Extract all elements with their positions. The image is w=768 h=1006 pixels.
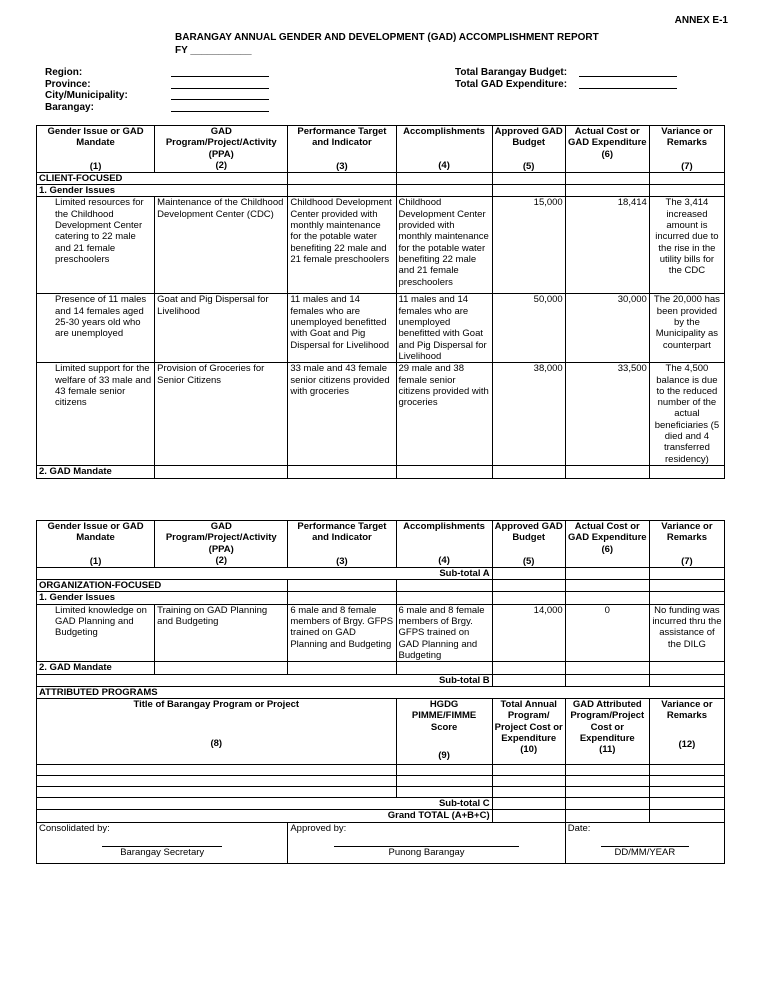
barangay-label: Barangay: <box>45 101 94 113</box>
col-header-7: Variance or Remarks (7) <box>649 126 724 173</box>
organization-table <box>36 520 725 864</box>
col-header-5: Approved GAD Budget (5) <box>492 126 565 173</box>
col-header-4: Accomplishments (4) <box>396 521 492 568</box>
attr-col-attributed: GAD Attributed Program/Project Cost or Expenditure (11) <box>565 699 649 765</box>
col-header-2: GAD Program/Project/Activity (PPA) (2) <box>155 126 288 173</box>
date-cell: Date: DD/MM/YEAR <box>565 822 724 863</box>
issue-cell: Limited support for the welfare of 33 male and 43 female senior citizens <box>37 363 155 466</box>
col-header-1: Gender Issue or GAD Mandate (1) <box>37 521 155 568</box>
date-format-label: DD/MM/YEAR <box>614 847 676 859</box>
col-header-6: Actual Cost or GAD Expenditure (6) <box>565 521 649 568</box>
ppa-cell: Maintenance of the Childhood Development Center (CDC) <box>155 197 288 294</box>
actual-cell: 33,500 <box>565 363 649 466</box>
annex-label: ANNEX E-1 <box>674 15 728 26</box>
budget-cell: 50,000 <box>492 294 565 363</box>
target-cell: 11 males and 14 females who are unemployed benefitted with Goat and Pig Dispersal for Livelihood <box>288 294 396 363</box>
accomplishment-cell: 29 male and 38 female senior citizens provided with groceries <box>396 363 492 466</box>
remarks-cell: The 3,414 increased amount is incurred due to the rise in the utility bills for the CDC <box>649 197 724 294</box>
approved-cell: Approved by: Punong Barangay <box>288 822 565 863</box>
region-field[interactable] <box>171 67 269 77</box>
report-title <box>175 31 599 57</box>
accomplishment-cell: Childhood Development Center provided with monthly maintenance for the potable water benefiting 22 male and 21 female preschoolers <box>396 197 492 294</box>
target-cell: 6 male and 8 female members of Brgy. GFPS trained on GAD Planning and Budgeting <box>288 604 396 661</box>
title-text: BARANGAY ANNUAL GENDER AND DEVELOPMENT (GAD) ACCOMPLISHMENT REPORT <box>175 32 599 43</box>
region-label: Region: <box>45 67 83 78</box>
budget-cell: 38,000 <box>492 363 565 466</box>
subtotal-c-label: Sub-total C <box>37 798 493 810</box>
actual-cell: 0 <box>565 604 649 661</box>
ppa-cell: Goat and Pig Dispersal for Livelihood <box>155 294 288 363</box>
col-header-5: Approved GAD Budget (5) <box>492 521 565 568</box>
col-header-2: GAD Program/Project/Activity (PPA) (2) <box>155 521 288 568</box>
client-focused-table <box>36 125 725 479</box>
issue-cell: Presence of 11 males and 14 females aged 25-30 years old who are unemployed <box>37 294 155 363</box>
attributed-label: ATTRIBUTED PROGRAMS <box>37 686 725 698</box>
total-budget-label: Total Barangay Budget: <box>455 67 568 78</box>
attributed-header-row <box>37 699 725 765</box>
actual-cell: 30,000 <box>565 294 649 363</box>
subtotal-a-label: Sub-total A <box>37 567 493 579</box>
consolidated-cell: Consolidated by: Barangay Secretary <box>37 822 288 863</box>
gender-issues-label: 1. Gender Issues <box>37 185 288 197</box>
header-left <box>45 67 269 113</box>
target-cell: Childhood Development Center provided with monthly maintenance for the potable water benefiting 22 male and 21 female preschoolers <box>288 197 396 294</box>
attr-col-variance: Variance or Remarks (12) <box>649 699 724 765</box>
org-focused-label: ORGANIZATION-FOCUSED <box>37 580 288 592</box>
city-label: City/Municipality: <box>45 90 128 101</box>
target-cell: 33 male and 43 female senior citizens provided with groceries <box>288 363 396 466</box>
attr-col-total: Total Annual Program/ Project Cost or Expenditure (10) <box>492 699 565 765</box>
gad-mandate-label: 2. GAD Mandate <box>37 466 155 478</box>
punong-label: Punong Barangay <box>388 847 465 859</box>
table-row <box>37 604 725 661</box>
issue-cell: Limited knowledge on GAD Planning and Budgeting <box>37 604 155 661</box>
total-gad-field[interactable] <box>579 79 677 89</box>
issue-cell: Limited resources for the Childhood Development Center catering to 22 male and 21 female preschoolers <box>37 197 155 294</box>
table-row <box>37 197 725 294</box>
ppa-cell: Provision of Groceries for Senior Citizens <box>155 363 288 466</box>
actual-cell: 18,414 <box>565 197 649 294</box>
table-row <box>37 294 725 363</box>
province-field[interactable] <box>171 79 269 89</box>
table-row <box>37 363 725 466</box>
col-header-7: Variance or Remarks (7) <box>649 521 724 568</box>
table-header-row <box>37 521 725 568</box>
total-budget-field[interactable] <box>579 67 677 77</box>
signature-row <box>37 822 725 863</box>
province-label: Province: <box>45 78 91 90</box>
attr-col-hgdg: HGDG PIMME/FIMME Score (9) <box>396 699 492 765</box>
col-header-6: Actual Cost or GAD Expenditure (6) <box>565 126 649 173</box>
header-right <box>455 67 677 90</box>
gender-issues-label: 1. Gender Issues <box>37 592 288 604</box>
accomplishment-cell: 6 male and 8 female members of Brgy. GFPS trained on GAD Planning and Budgeting <box>396 604 492 661</box>
col-header-1: Gender Issue or GAD Mandate (1) <box>37 126 155 173</box>
client-focused-label: CLIENT-FOCUSED <box>37 172 288 184</box>
attr-col-title: Title of Barangay Program or Project (8) <box>37 699 397 765</box>
remarks-cell: The 20,000 has been provided by the Municipality as counterpart <box>649 294 724 363</box>
col-header-3: Performance Target and Indicator (3) <box>288 126 396 173</box>
budget-cell: 14,000 <box>492 604 565 661</box>
secretary-label: Barangay Secretary <box>120 847 205 859</box>
budget-cell: 15,000 <box>492 197 565 294</box>
fy-label: FY ___________ <box>175 45 252 56</box>
city-field[interactable] <box>171 90 269 100</box>
ppa-cell: Training on GAD Planning and Budgeting <box>155 604 288 661</box>
gad-mandate-label: 2. GAD Mandate <box>37 662 155 674</box>
barangay-field[interactable] <box>171 102 269 112</box>
col-header-4: Accomplishments (4) <box>396 126 492 173</box>
remarks-cell: No funding was incurred thru the assistance of the DILG <box>649 604 724 661</box>
subtotal-b-label: Sub-total B <box>37 674 493 686</box>
col-header-3: Performance Target and Indicator (3) <box>288 521 396 568</box>
grand-total-label: Grand TOTAL (A+B+C) <box>37 810 493 822</box>
remarks-cell: The 4,500 balance is due to the reduced number of the actual beneficiaries (5 died and 4 transferred residency) <box>649 363 724 466</box>
accomplishment-cell: 11 males and 14 females who are unemployed benefitted with Goat and Pig Dispersal for Livelihood <box>396 294 492 363</box>
total-gad-label: Total GAD Expenditure: <box>455 78 568 90</box>
table-header-row <box>37 126 725 173</box>
